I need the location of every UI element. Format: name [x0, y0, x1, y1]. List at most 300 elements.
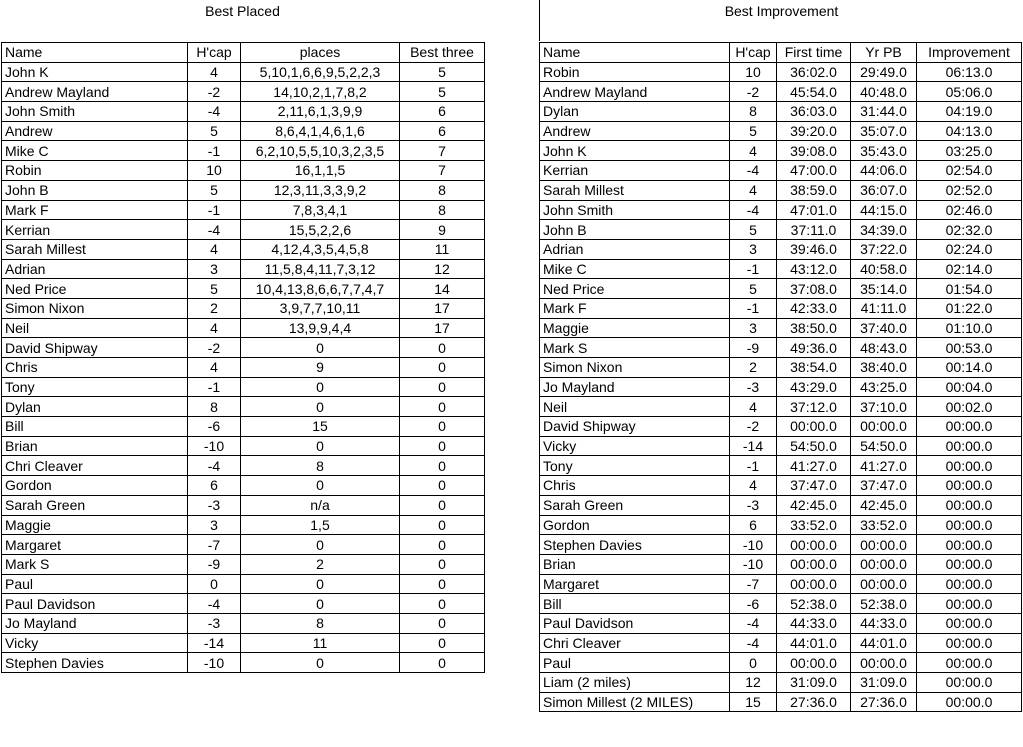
cell-best-three: 8 — [400, 200, 485, 220]
cell-name: Sarah Millest — [2, 239, 188, 259]
cell-yr-pb: 42:45.0 — [851, 495, 917, 515]
cell-hcap: -4 — [188, 594, 241, 614]
cell-improvement: 03:25.0 — [917, 141, 1022, 161]
cell-improvement: 00:00.0 — [917, 574, 1022, 594]
cell-name: Mark S — [540, 338, 730, 358]
cell-name: Vicky — [540, 436, 730, 456]
table-row — [540, 220, 1022, 240]
table-row — [540, 515, 1022, 535]
cell-improvement: 00:00.0 — [917, 417, 1022, 437]
cell-hcap: 4 — [730, 397, 777, 417]
cell-hcap: 3 — [730, 318, 777, 338]
cell-hcap: -1 — [188, 377, 241, 397]
col-header-yr-pb: Yr PB — [851, 43, 917, 63]
cell-name: Robin — [540, 62, 730, 82]
cell-hcap: -9 — [188, 554, 241, 574]
cell-best-three: 0 — [400, 515, 485, 535]
cell-hcap: 0 — [188, 574, 241, 594]
cell-name: Dylan — [540, 102, 730, 122]
table-row — [540, 574, 1022, 594]
table-row — [2, 574, 485, 594]
cell-improvement: 04:13.0 — [917, 121, 1022, 141]
table-row — [540, 62, 1022, 82]
cell-places: 6,2,10,5,5,10,3,2,3,5 — [241, 141, 400, 161]
cell-hcap: 2 — [730, 358, 777, 378]
cell-improvement: 02:46.0 — [917, 200, 1022, 220]
cell-yr-pb: 37:10.0 — [851, 397, 917, 417]
cell-name: John B — [540, 220, 730, 240]
cell-name: Paul Davidson — [540, 613, 730, 633]
cell-name: Paul — [540, 653, 730, 673]
table-row — [540, 594, 1022, 614]
cell-yr-pb: 48:43.0 — [851, 338, 917, 358]
cell-name: Mark F — [540, 298, 730, 318]
cell-yr-pb: 54:50.0 — [851, 436, 917, 456]
table-row — [2, 279, 485, 299]
cell-hcap: -4 — [188, 102, 241, 122]
table-row — [540, 377, 1022, 397]
cell-first-time: 38:50.0 — [777, 318, 851, 338]
cell-hcap: -10 — [188, 436, 241, 456]
cell-yr-pb: 44:15.0 — [851, 200, 917, 220]
cell-yr-pb: 44:33.0 — [851, 613, 917, 633]
cell-best-three: 0 — [400, 633, 485, 653]
cell-hcap: -2 — [188, 338, 241, 358]
cell-hcap: 3 — [188, 259, 241, 279]
table-row — [540, 141, 1022, 161]
cell-name: Andrew Mayland — [540, 82, 730, 102]
cell-places: 16,1,1,5 — [241, 161, 400, 181]
cell-name: Chris — [540, 476, 730, 496]
cell-first-time: 38:59.0 — [777, 180, 851, 200]
cell-name: Mike C — [2, 141, 188, 161]
cell-hcap: -3 — [188, 613, 241, 633]
cell-first-time: 33:52.0 — [777, 515, 851, 535]
cell-hcap: 5 — [188, 121, 241, 141]
cell-yr-pb: 43:25.0 — [851, 377, 917, 397]
cell-name: John K — [540, 141, 730, 161]
cell-hcap: -9 — [730, 338, 777, 358]
cell-yr-pb: 37:22.0 — [851, 239, 917, 259]
table-row — [2, 377, 485, 397]
cell-hcap: -3 — [730, 377, 777, 397]
cell-hcap: -1 — [188, 200, 241, 220]
cell-improvement: 01:54.0 — [917, 279, 1022, 299]
cell-name: Andrew — [2, 121, 188, 141]
cell-yr-pb: 00:00.0 — [851, 535, 917, 555]
cell-name: Mark S — [2, 554, 188, 574]
cell-improvement: 02:52.0 — [917, 180, 1022, 200]
table-row — [2, 220, 485, 240]
cell-hcap: 4 — [730, 476, 777, 496]
cell-improvement: 02:54.0 — [917, 161, 1022, 181]
cell-name: Simon Millest (2 MILES) — [540, 692, 730, 712]
cell-hcap: -4 — [188, 220, 241, 240]
cell-name: Kerrian — [540, 161, 730, 181]
cell-hcap: 8 — [188, 397, 241, 417]
cell-hcap: -4 — [730, 613, 777, 633]
col-header-first-time: First time — [777, 43, 851, 63]
table-row — [2, 358, 485, 378]
cell-improvement: 00:00.0 — [917, 594, 1022, 614]
table-row — [2, 102, 485, 122]
cell-name: Ned Price — [540, 279, 730, 299]
cell-best-three: 0 — [400, 358, 485, 378]
cell-best-three: 17 — [400, 318, 485, 338]
cell-yr-pb: 37:47.0 — [851, 476, 917, 496]
cell-hcap: 6 — [188, 476, 241, 496]
cell-yr-pb: 00:00.0 — [851, 574, 917, 594]
cell-name: Tony — [540, 456, 730, 476]
cell-hcap: -1 — [730, 298, 777, 318]
cell-places: 14,10,2,1,7,8,2 — [241, 82, 400, 102]
cell-best-three: 0 — [400, 594, 485, 614]
table-row — [2, 200, 485, 220]
cell-name: Brian — [540, 554, 730, 574]
cell-first-time: 00:00.0 — [777, 653, 851, 673]
cell-first-time: 00:00.0 — [777, 554, 851, 574]
table-row — [540, 279, 1022, 299]
table-row — [540, 692, 1022, 712]
cell-hcap: -2 — [730, 417, 777, 437]
cell-best-three: 0 — [400, 495, 485, 515]
cell-first-time: 49:36.0 — [777, 338, 851, 358]
cell-places: 3,9,7,7,10,11 — [241, 298, 400, 318]
col-header-hcap: H'cap — [188, 43, 241, 63]
cell-first-time: 44:01.0 — [777, 633, 851, 653]
cell-places: 1,5 — [241, 515, 400, 535]
table-row — [2, 121, 485, 141]
cell-places: 8,6,4,1,4,6,1,6 — [241, 121, 400, 141]
best-improvement-table — [539, 42, 1022, 712]
cell-hcap: -6 — [188, 417, 241, 437]
cell-places: 0 — [241, 574, 400, 594]
cell-name: Adrian — [2, 259, 188, 279]
cell-first-time: 37:08.0 — [777, 279, 851, 299]
cell-hcap: -3 — [188, 495, 241, 515]
cell-best-three: 0 — [400, 613, 485, 633]
table-row — [2, 436, 485, 456]
cell-first-time: 54:50.0 — [777, 436, 851, 456]
table-row — [540, 456, 1022, 476]
cell-name: Margaret — [540, 574, 730, 594]
cell-places: 0 — [241, 338, 400, 358]
cell-best-three: 7 — [400, 161, 485, 181]
col-header-best-three: Best three — [400, 43, 485, 63]
cell-improvement: 01:22.0 — [917, 298, 1022, 318]
table-row — [540, 239, 1022, 259]
cell-best-three: 11 — [400, 239, 485, 259]
table-row — [2, 397, 485, 417]
cell-best-three: 0 — [400, 338, 485, 358]
table-row — [540, 338, 1022, 358]
cell-name: Neil — [2, 318, 188, 338]
cell-best-three: 0 — [400, 535, 485, 555]
cell-places: 0 — [241, 436, 400, 456]
cell-name: Gordon — [540, 515, 730, 535]
table-row — [540, 397, 1022, 417]
cell-first-time: 31:09.0 — [777, 673, 851, 693]
cell-hcap: 4 — [188, 62, 241, 82]
table-row — [540, 495, 1022, 515]
cell-hcap: 10 — [188, 161, 241, 181]
cell-yr-pb: 00:00.0 — [851, 554, 917, 574]
cell-first-time: 00:00.0 — [777, 417, 851, 437]
table-row — [540, 633, 1022, 653]
cell-name: Mark F — [2, 200, 188, 220]
cell-places: 13,9,9,4,4 — [241, 318, 400, 338]
cell-name: Chri Cleaver — [2, 456, 188, 476]
cell-places: 4,12,4,3,5,4,5,8 — [241, 239, 400, 259]
table-row — [540, 259, 1022, 279]
cell-yr-pb: 38:40.0 — [851, 358, 917, 378]
cell-yr-pb: 29:49.0 — [851, 62, 917, 82]
cell-improvement: 00:02.0 — [917, 397, 1022, 417]
cell-hcap: -4 — [730, 161, 777, 181]
cell-hcap: -4 — [188, 456, 241, 476]
cell-improvement: 02:32.0 — [917, 220, 1022, 240]
cell-first-time: 37:12.0 — [777, 397, 851, 417]
cell-name: Maggie — [540, 318, 730, 338]
cell-places: 8 — [241, 456, 400, 476]
cell-name: Stephen Davies — [540, 535, 730, 555]
cell-improvement: 05:06.0 — [917, 82, 1022, 102]
cell-name: David Shipway — [540, 417, 730, 437]
cell-name: Stephen Davies — [2, 653, 188, 673]
cell-first-time: 37:11.0 — [777, 220, 851, 240]
cell-places: 12,3,11,3,3,9,2 — [241, 180, 400, 200]
cell-improvement: 00:14.0 — [917, 358, 1022, 378]
cell-best-three: 14 — [400, 279, 485, 299]
cell-hcap: 8 — [730, 102, 777, 122]
cell-hcap: 15 — [730, 692, 777, 712]
cell-best-three: 6 — [400, 121, 485, 141]
cell-places: 0 — [241, 377, 400, 397]
cell-places: 11,5,8,4,11,7,3,12 — [241, 259, 400, 279]
table-row — [2, 259, 485, 279]
cell-first-time: 00:00.0 — [777, 574, 851, 594]
cell-first-time: 47:01.0 — [777, 200, 851, 220]
table-row — [2, 515, 485, 535]
cell-improvement: 00:00.0 — [917, 436, 1022, 456]
cell-hcap: -2 — [188, 82, 241, 102]
cell-improvement: 00:00.0 — [917, 633, 1022, 653]
cell-best-three: 12 — [400, 259, 485, 279]
cell-hcap: -10 — [730, 535, 777, 555]
cell-hcap: 3 — [188, 515, 241, 535]
cell-best-three: 0 — [400, 436, 485, 456]
cell-best-three: 0 — [400, 476, 485, 496]
cell-yr-pb: 36:07.0 — [851, 180, 917, 200]
cell-first-time: 44:33.0 — [777, 613, 851, 633]
cell-name: Ned Price — [2, 279, 188, 299]
cell-places: 15 — [241, 417, 400, 437]
cell-name: Jo Mayland — [540, 377, 730, 397]
cell-hcap: 3 — [730, 239, 777, 259]
cell-first-time: 37:47.0 — [777, 476, 851, 496]
cell-places: 8 — [241, 613, 400, 633]
col-header-places: places — [241, 43, 400, 63]
cell-yr-pb: 40:48.0 — [851, 82, 917, 102]
cell-best-three: 0 — [400, 377, 485, 397]
table-row — [540, 417, 1022, 437]
cell-hcap: 4 — [188, 318, 241, 338]
cell-name: Sarah Millest — [540, 180, 730, 200]
cell-places: 0 — [241, 397, 400, 417]
cell-first-time: 41:27.0 — [777, 456, 851, 476]
table-row — [540, 476, 1022, 496]
cell-hcap: 4 — [188, 358, 241, 378]
cell-improvement: 00:00.0 — [917, 613, 1022, 633]
table-row — [2, 417, 485, 437]
cell-first-time: 47:00.0 — [777, 161, 851, 181]
table-row — [2, 180, 485, 200]
table-row — [540, 318, 1022, 338]
cell-yr-pb: 44:01.0 — [851, 633, 917, 653]
cell-hcap: -10 — [188, 653, 241, 673]
cell-name: Dylan — [2, 397, 188, 417]
cell-name: Sarah Green — [2, 495, 188, 515]
cell-name: David Shipway — [2, 338, 188, 358]
cell-hcap: -1 — [730, 456, 777, 476]
cell-hcap: -1 — [730, 259, 777, 279]
table-row — [2, 82, 485, 102]
cell-first-time: 42:45.0 — [777, 495, 851, 515]
cell-hcap: -14 — [188, 633, 241, 653]
cell-hcap: -10 — [730, 554, 777, 574]
table-row — [2, 338, 485, 358]
cell-yr-pb: 31:44.0 — [851, 102, 917, 122]
table-row — [2, 62, 485, 82]
table-row — [540, 436, 1022, 456]
cell-hcap: 5 — [188, 180, 241, 200]
cell-improvement: 00:04.0 — [917, 377, 1022, 397]
cell-name: Andrew — [540, 121, 730, 141]
cell-places: 2,11,6,1,3,9,9 — [241, 102, 400, 122]
cell-improvement: 01:10.0 — [917, 318, 1022, 338]
cell-hcap: -14 — [730, 436, 777, 456]
cell-best-three: 9 — [400, 220, 485, 240]
table-row — [2, 298, 485, 318]
cell-name: Paul Davidson — [2, 594, 188, 614]
cell-name: Paul — [2, 574, 188, 594]
cell-improvement: 00:53.0 — [917, 338, 1022, 358]
cell-places: 9 — [241, 358, 400, 378]
table-row — [540, 82, 1022, 102]
table-row — [540, 121, 1022, 141]
cell-hcap: 5 — [730, 121, 777, 141]
table-row — [2, 456, 485, 476]
cell-places: 11 — [241, 633, 400, 653]
cell-first-time: 27:36.0 — [777, 692, 851, 712]
cell-first-time: 39:46.0 — [777, 239, 851, 259]
cell-best-three: 0 — [400, 417, 485, 437]
header-row — [2, 43, 485, 63]
cell-name: Vicky — [2, 633, 188, 653]
cell-improvement: 02:24.0 — [917, 239, 1022, 259]
table-row — [2, 239, 485, 259]
cell-hcap: 4 — [188, 239, 241, 259]
cell-places: 5,10,1,6,6,9,5,2,2,3 — [241, 62, 400, 82]
cell-name: Brian — [2, 436, 188, 456]
table-row — [540, 554, 1022, 574]
cell-first-time: 36:03.0 — [777, 102, 851, 122]
cell-hcap: 12 — [730, 673, 777, 693]
cell-hcap: 0 — [730, 653, 777, 673]
cell-best-three: 0 — [400, 456, 485, 476]
table-row — [540, 298, 1022, 318]
cell-improvement: 00:00.0 — [917, 692, 1022, 712]
cell-name: Bill — [540, 594, 730, 614]
cell-first-time: 00:00.0 — [777, 535, 851, 555]
table-row — [2, 613, 485, 633]
cell-name: Sarah Green — [540, 495, 730, 515]
table-row — [2, 318, 485, 338]
cell-name: John B — [2, 180, 188, 200]
col-header-name: Name — [540, 43, 730, 63]
table-row — [2, 495, 485, 515]
cell-yr-pb: 00:00.0 — [851, 417, 917, 437]
cell-improvement: 00:00.0 — [917, 653, 1022, 673]
cell-improvement: 00:00.0 — [917, 535, 1022, 555]
cell-yr-pb: 35:43.0 — [851, 141, 917, 161]
cell-yr-pb: 35:14.0 — [851, 279, 917, 299]
cell-improvement: 00:00.0 — [917, 476, 1022, 496]
cell-hcap: 5 — [730, 279, 777, 299]
cell-yr-pb: 00:00.0 — [851, 653, 917, 673]
cell-best-three: 6 — [400, 102, 485, 122]
cell-name: Robin — [2, 161, 188, 181]
table-row — [2, 594, 485, 614]
cell-name: Andrew Mayland — [2, 82, 188, 102]
cell-first-time: 52:38.0 — [777, 594, 851, 614]
table-row — [2, 653, 485, 673]
cell-improvement: 00:00.0 — [917, 515, 1022, 535]
cell-places: 2 — [241, 554, 400, 574]
table-row — [540, 180, 1022, 200]
cell-places: n/a — [241, 495, 400, 515]
cell-hcap: -3 — [730, 495, 777, 515]
table-row — [2, 633, 485, 653]
cell-yr-pb: 41:11.0 — [851, 298, 917, 318]
cell-name: Kerrian — [2, 220, 188, 240]
cell-name: Jo Mayland — [2, 613, 188, 633]
cell-name: Neil — [540, 397, 730, 417]
cell-improvement: 00:00.0 — [917, 456, 1022, 476]
cell-hcap: -7 — [188, 535, 241, 555]
cell-best-three: 7 — [400, 141, 485, 161]
cell-name: Margaret — [2, 535, 188, 555]
table-row — [540, 200, 1022, 220]
cell-best-three: 8 — [400, 180, 485, 200]
cell-hcap: 2 — [188, 298, 241, 318]
cell-hcap: 4 — [730, 180, 777, 200]
cell-best-three: 0 — [400, 574, 485, 594]
cell-places: 10,4,13,8,6,6,7,7,4,7 — [241, 279, 400, 299]
cell-hcap: -4 — [730, 633, 777, 653]
cell-hcap: 6 — [730, 515, 777, 535]
table-row — [2, 161, 485, 181]
cell-name: Simon Nixon — [540, 358, 730, 378]
cell-name: Bill — [2, 417, 188, 437]
cell-first-time: 43:12.0 — [777, 259, 851, 279]
cell-name: Liam (2 miles) — [540, 673, 730, 693]
cell-hcap: 5 — [730, 220, 777, 240]
cell-yr-pb: 37:40.0 — [851, 318, 917, 338]
cell-improvement: 00:00.0 — [917, 495, 1022, 515]
cell-hcap: -2 — [730, 82, 777, 102]
table-row — [2, 554, 485, 574]
